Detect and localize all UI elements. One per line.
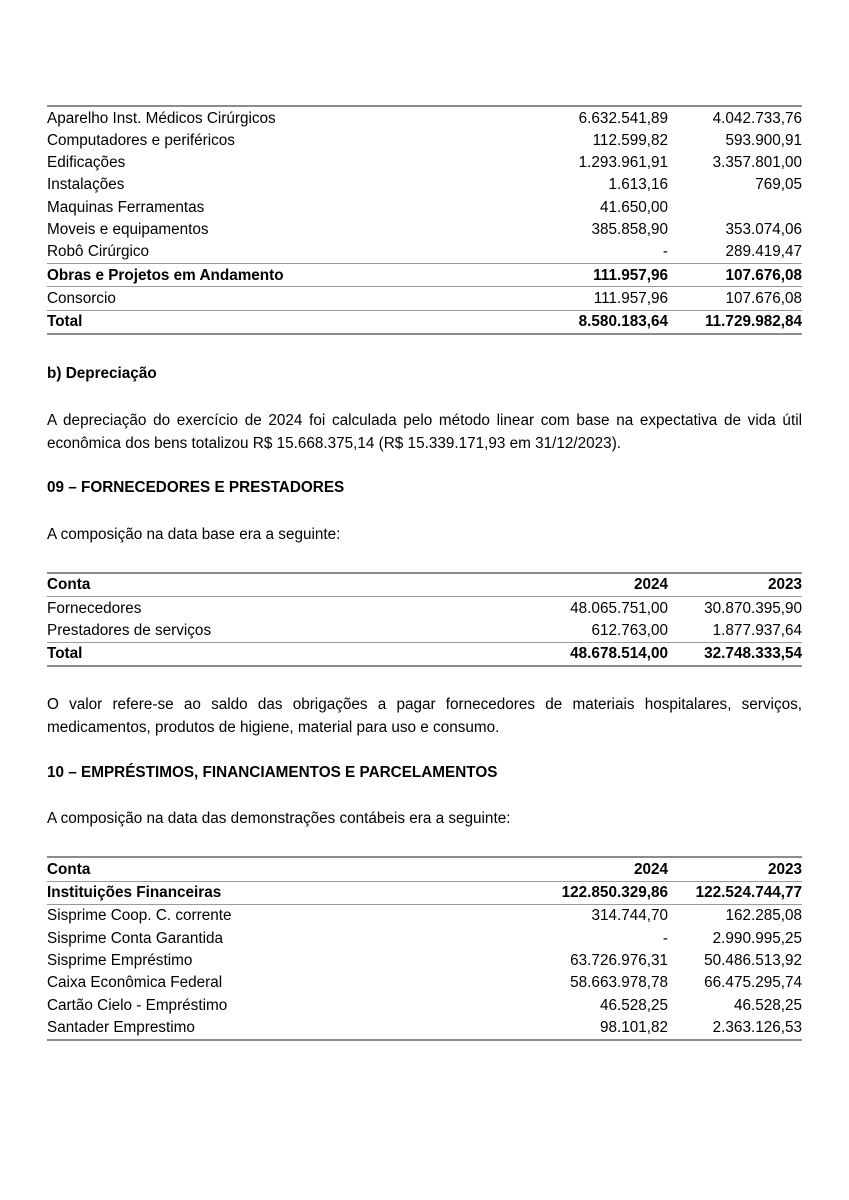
table-row xyxy=(47,994,802,1016)
cell-account-name: Computadores e periféricos xyxy=(47,131,235,149)
cell-value-2023: 289.419,47 xyxy=(725,243,802,261)
cell-account-name: Consorcio xyxy=(47,289,116,307)
cell-value-2023: 11.729.982,84 xyxy=(705,313,802,331)
cell-value-2024: 385.858,90 xyxy=(591,220,668,238)
cell-value-2023: 1.877.937,64 xyxy=(712,621,802,639)
cell-value-2024: 48.678.514,00 xyxy=(570,645,668,663)
table-row xyxy=(47,174,802,196)
cell-value-2024: 48.065.751,00 xyxy=(570,599,668,617)
spacer xyxy=(47,455,802,479)
cell-value-2024: 58.663.978,78 xyxy=(570,974,668,992)
table-row xyxy=(47,597,802,620)
cell-value-2024: - xyxy=(662,243,668,261)
table-header-row xyxy=(47,857,802,881)
cell-value-2023: 50.486.513,92 xyxy=(704,952,802,970)
cell-value-2024: 1.613,16 xyxy=(608,176,668,194)
table-row xyxy=(47,619,802,642)
table-row xyxy=(47,241,802,264)
cell-account-name: Prestadores de serviços xyxy=(47,621,212,639)
table-row xyxy=(47,950,802,972)
cell-value-2023: 3.357.801,00 xyxy=(712,154,802,172)
column-header-2024: 2024 xyxy=(633,576,668,594)
cell-value-2024: 63.726.976,31 xyxy=(570,952,668,970)
cell-value-2023 xyxy=(668,196,802,218)
cell-value-2024: 8.580.183,64 xyxy=(578,313,668,331)
table-row xyxy=(47,881,802,904)
cell-account-name: Total xyxy=(47,313,83,331)
spacer xyxy=(47,667,802,693)
cell-account-name: Santader Emprestimo xyxy=(47,1018,195,1036)
spacer xyxy=(47,830,802,856)
cell-account-name: Instalações xyxy=(47,176,125,194)
cell-account-name: Sisprime Conta Garantida xyxy=(47,929,223,947)
cell-value-2024: 112.599,82 xyxy=(592,131,668,149)
section09-intro: A composição na data base era a seguinte: xyxy=(47,525,341,543)
cell-value-2023: 593.900,91 xyxy=(725,131,802,149)
cell-account-name: Robô Cirúrgico xyxy=(47,243,150,261)
cell-value-2023: 107.676,08 xyxy=(725,266,802,284)
spacer xyxy=(47,497,802,523)
cell-account-name: Moveis e equipamentos xyxy=(47,220,209,238)
cell-value-2023: 2.363.126,53 xyxy=(712,1018,802,1036)
subsection-heading-depreciacao: b) Depreciação xyxy=(47,364,157,382)
cell-value-2024: 122.850.329,86 xyxy=(561,884,668,902)
column-header-conta: Conta xyxy=(47,576,91,594)
section-heading-09: 09 – FORNECEDORES E PRESTADORES xyxy=(47,479,345,497)
cell-account-name: Caixa Econômica Federal xyxy=(47,974,223,992)
cell-value-2023: 2.990.995,25 xyxy=(712,929,802,947)
cell-value-2023: 769,05 xyxy=(755,176,802,194)
column-header-2023: 2023 xyxy=(767,576,802,594)
fornecedores-table xyxy=(47,572,802,667)
table-row xyxy=(47,642,802,666)
cell-account-name: Maquinas Ferramentas xyxy=(47,198,205,216)
cell-value-2024: 111.957,96 xyxy=(593,289,668,307)
cell-account-name: Instituições Financeiras xyxy=(47,884,222,902)
table-row xyxy=(47,264,802,287)
cell-account-name: Cartão Cielo - Empréstimo xyxy=(47,996,228,1014)
table-row xyxy=(47,106,802,129)
cell-value-2024: 314.744,70 xyxy=(591,907,668,925)
table-row xyxy=(47,287,802,310)
spacer xyxy=(47,546,802,572)
section-heading-10: 10 – EMPRÉSTIMOS, FINANCIAMENTOS E PARCELAMENTOS xyxy=(47,763,498,781)
cell-value-2024: 41.650,00 xyxy=(599,198,668,216)
cell-value-2023: 353.074,06 xyxy=(725,220,802,238)
table-row xyxy=(47,218,802,240)
spacer xyxy=(47,383,802,409)
cell-value-2023: 46.528,25 xyxy=(733,996,802,1014)
spacer xyxy=(47,781,802,807)
emprestimos-table xyxy=(47,856,802,1040)
table-row xyxy=(47,129,802,151)
cell-value-2023: 32.748.333,54 xyxy=(704,645,802,663)
depreciacao-paragraph: A depreciação do exercício de 2024 foi calculada pelo método linear com base na expectativa de vida útil econômica dos bens totalizou R$ 15.668.375,14 (R$ 15.339.171,93 em 31/12/2023). xyxy=(47,411,802,452)
cell-value-2023: 122.524.744,77 xyxy=(695,884,802,902)
cell-value-2023: 66.475.295,74 xyxy=(704,974,802,992)
column-header-2023: 2023 xyxy=(767,860,802,878)
cell-value-2023: 4.042.733,76 xyxy=(712,109,802,127)
table-row xyxy=(47,1016,802,1039)
spacer xyxy=(47,740,802,764)
table-row xyxy=(47,310,802,334)
spacer xyxy=(47,335,802,365)
cell-account-name: Fornecedores xyxy=(47,599,142,617)
cell-value-2024: 98.101,82 xyxy=(599,1018,668,1036)
column-header-2024: 2024 xyxy=(633,860,668,878)
table-row xyxy=(47,152,802,174)
cell-value-2024: 46.528,25 xyxy=(599,996,668,1014)
cell-account-name: Total xyxy=(47,645,83,663)
cell-value-2023: 162.285,08 xyxy=(725,907,802,925)
cell-value-2024: - xyxy=(662,929,668,947)
section10-intro: A composição na data das demonstrações contábeis era a seguinte: xyxy=(47,810,511,828)
cell-value-2024: 6.632.541,89 xyxy=(578,109,668,127)
cell-value-2024: 111.957,96 xyxy=(593,266,668,284)
table-row xyxy=(47,927,802,949)
cell-value-2023: 30.870.395,90 xyxy=(704,599,802,617)
table-row xyxy=(47,972,802,994)
table-row xyxy=(47,196,802,218)
cell-value-2024: 612.763,00 xyxy=(591,621,668,639)
table-header-row xyxy=(47,573,802,597)
cell-value-2023: 107.676,08 xyxy=(725,289,802,307)
cell-account-name: Sisprime Empréstimo xyxy=(47,952,193,970)
section09-note: O valor refere-se ao saldo das obrigações a pagar fornecedores de materiais hospitalares, serviços, medicamentos, produtos de higiene, material para uso e consumo. xyxy=(47,696,802,737)
column-header-conta: Conta xyxy=(47,860,91,878)
cell-account-name: Edificações xyxy=(47,154,126,172)
cell-account-name: Obras e Projetos em Andamento xyxy=(47,266,284,284)
table-row xyxy=(47,904,802,927)
imobilizado-continuation-table xyxy=(47,105,802,335)
cell-account-name: Aparelho Inst. Médicos Cirúrgicos xyxy=(47,109,276,127)
cell-account-name: Sisprime Coop. C. corrente xyxy=(47,907,232,925)
cell-value-2024: 1.293.961,91 xyxy=(578,154,668,172)
